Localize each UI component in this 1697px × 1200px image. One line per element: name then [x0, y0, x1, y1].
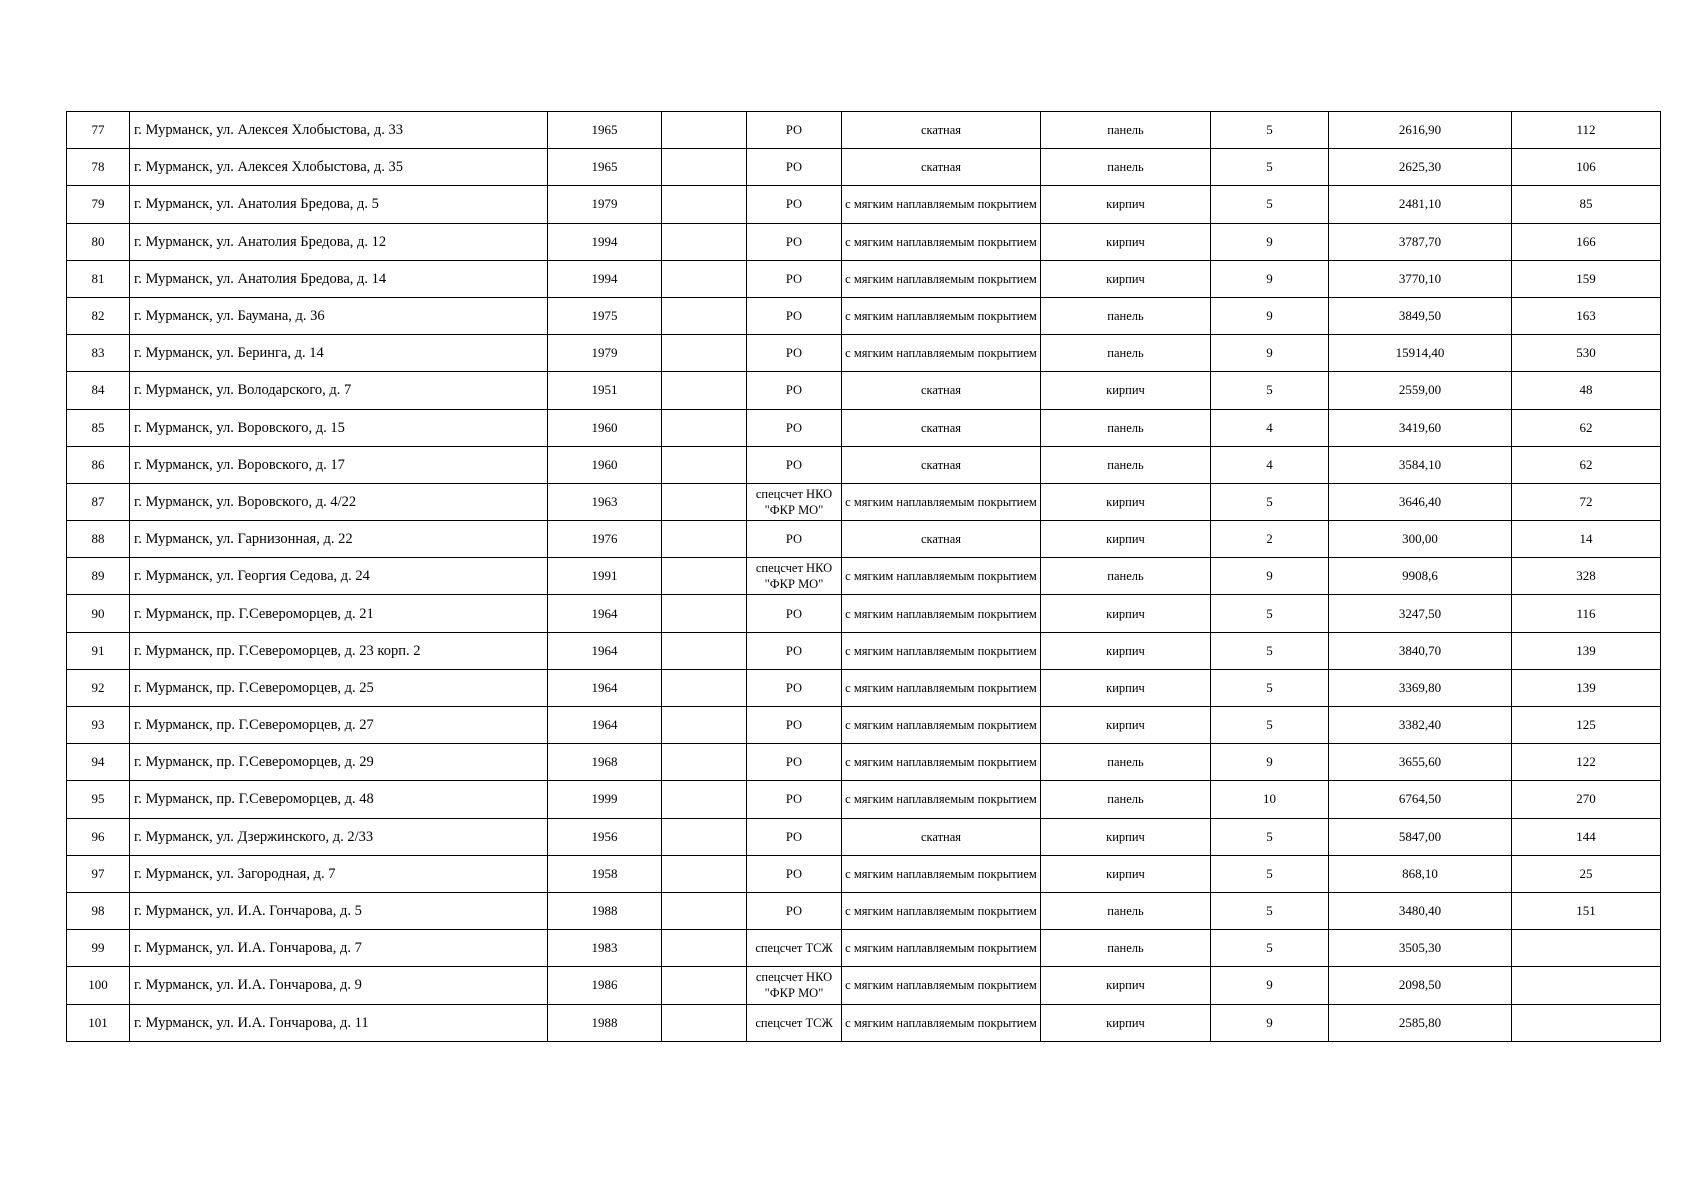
area-cell: 2625,30: [1329, 149, 1512, 186]
row-number-cell: 93: [67, 707, 130, 744]
year-built-cell: 1964: [548, 669, 662, 706]
table-row: [67, 260, 1661, 297]
row-number-cell: 78: [67, 149, 130, 186]
year-built-cell: 1960: [548, 409, 662, 446]
empty-cell: [662, 1004, 747, 1041]
address-cell: г. Мурманск, ул. И.А. Гончарова, д. 9: [130, 967, 548, 1004]
empty-cell: [662, 483, 747, 520]
year-built-cell: 1968: [548, 744, 662, 781]
area-cell: 2585,80: [1329, 1004, 1512, 1041]
wall-material-cell: кирпич: [1041, 223, 1211, 260]
year-built-cell: 1999: [548, 781, 662, 818]
wall-material-cell: кирпич: [1041, 372, 1211, 409]
floors-cell: 5: [1211, 595, 1329, 632]
roof-type-cell: скатная: [842, 149, 1041, 186]
year-built-cell: 1979: [548, 335, 662, 372]
roof-type-cell: с мягким наплавляемым покрытием: [842, 595, 1041, 632]
table-row: [67, 669, 1661, 706]
fund-method-cell: спецсчет НКО "ФКР МО": [747, 483, 842, 520]
residents-cell: 270: [1512, 781, 1661, 818]
wall-material-cell: кирпич: [1041, 260, 1211, 297]
wall-material-cell: панель: [1041, 297, 1211, 334]
fund-method-cell: спецсчет ТСЖ: [747, 930, 842, 967]
floors-cell: 5: [1211, 669, 1329, 706]
row-number-cell: 83: [67, 335, 130, 372]
year-built-cell: 1965: [548, 149, 662, 186]
roof-type-cell: с мягким наплавляемым покрытием: [842, 223, 1041, 260]
row-number-cell: 94: [67, 744, 130, 781]
area-cell: 3849,50: [1329, 297, 1512, 334]
year-built-cell: 1964: [548, 595, 662, 632]
year-built-cell: 1963: [548, 483, 662, 520]
address-cell: г. Мурманск, пр. Г.Североморцев, д. 48: [130, 781, 548, 818]
year-built-cell: 1979: [548, 186, 662, 223]
wall-material-cell: панель: [1041, 149, 1211, 186]
year-built-cell: 1983: [548, 930, 662, 967]
address-cell: г. Мурманск, ул. Баумана, д. 36: [130, 297, 548, 334]
row-number-cell: 91: [67, 632, 130, 669]
area-cell: 3369,80: [1329, 669, 1512, 706]
table-row: [67, 781, 1661, 818]
empty-cell: [662, 930, 747, 967]
wall-material-cell: кирпич: [1041, 818, 1211, 855]
year-built-cell: 1960: [548, 446, 662, 483]
fund-method-cell: РО: [747, 372, 842, 409]
floors-cell: 4: [1211, 446, 1329, 483]
roof-type-cell: с мягким наплавляемым покрытием: [842, 632, 1041, 669]
fund-method-cell: РО: [747, 781, 842, 818]
roof-type-cell: с мягким наплавляемым покрытием: [842, 930, 1041, 967]
residents-cell: 163: [1512, 297, 1661, 334]
fund-method-cell: РО: [747, 409, 842, 446]
table-row: [67, 558, 1661, 595]
area-cell: 3480,40: [1329, 892, 1512, 929]
area-cell: 868,10: [1329, 855, 1512, 892]
row-number-cell: 98: [67, 892, 130, 929]
row-number-cell: 90: [67, 595, 130, 632]
row-number-cell: 89: [67, 558, 130, 595]
table-row: [67, 967, 1661, 1004]
fund-method-cell: РО: [747, 744, 842, 781]
empty-cell: [662, 855, 747, 892]
row-number-cell: 85: [67, 409, 130, 446]
residents-cell: 62: [1512, 409, 1661, 446]
table-row: [67, 744, 1661, 781]
wall-material-cell: панель: [1041, 781, 1211, 818]
roof-type-cell: с мягким наплавляемым покрытием: [842, 335, 1041, 372]
area-cell: 3382,40: [1329, 707, 1512, 744]
row-number-cell: 80: [67, 223, 130, 260]
address-cell: г. Мурманск, ул. Воровского, д. 4/22: [130, 483, 548, 520]
floors-cell: 5: [1211, 818, 1329, 855]
area-cell: 2559,00: [1329, 372, 1512, 409]
floors-cell: 9: [1211, 297, 1329, 334]
table-row: [67, 149, 1661, 186]
roof-type-cell: скатная: [842, 521, 1041, 558]
address-cell: г. Мурманск, ул. Беринга, д. 14: [130, 335, 548, 372]
residents-cell: 25: [1512, 855, 1661, 892]
residents-cell: 116: [1512, 595, 1661, 632]
floors-cell: 9: [1211, 1004, 1329, 1041]
area-cell: 3787,70: [1329, 223, 1512, 260]
residents-cell: [1512, 930, 1661, 967]
empty-cell: [662, 558, 747, 595]
residents-cell: [1512, 967, 1661, 1004]
residents-cell: 151: [1512, 892, 1661, 929]
row-number-cell: 99: [67, 930, 130, 967]
fund-method-cell: РО: [747, 892, 842, 929]
roof-type-cell: скатная: [842, 446, 1041, 483]
area-cell: 2616,90: [1329, 112, 1512, 149]
wall-material-cell: панель: [1041, 446, 1211, 483]
roof-type-cell: с мягким наплавляемым покрытием: [842, 483, 1041, 520]
residents-cell: 144: [1512, 818, 1661, 855]
floors-cell: 5: [1211, 632, 1329, 669]
table-row: [67, 818, 1661, 855]
table-row: [67, 855, 1661, 892]
wall-material-cell: кирпич: [1041, 967, 1211, 1004]
wall-material-cell: кирпич: [1041, 855, 1211, 892]
empty-cell: [662, 335, 747, 372]
floors-cell: 9: [1211, 335, 1329, 372]
residents-cell: 530: [1512, 335, 1661, 372]
address-cell: г. Мурманск, ул. И.А. Гончарова, д. 11: [130, 1004, 548, 1041]
fund-method-cell: РО: [747, 260, 842, 297]
wall-material-cell: кирпич: [1041, 632, 1211, 669]
row-number-cell: 101: [67, 1004, 130, 1041]
wall-material-cell: панель: [1041, 558, 1211, 595]
empty-cell: [662, 409, 747, 446]
table-row: [67, 632, 1661, 669]
area-cell: 3646,40: [1329, 483, 1512, 520]
roof-type-cell: с мягким наплавляемым покрытием: [842, 1004, 1041, 1041]
address-cell: г. Мурманск, ул. Воровского, д. 17: [130, 446, 548, 483]
residents-cell: 14: [1512, 521, 1661, 558]
wall-material-cell: панель: [1041, 335, 1211, 372]
roof-type-cell: с мягким наплавляемым покрытием: [842, 744, 1041, 781]
area-cell: 3419,60: [1329, 409, 1512, 446]
roof-type-cell: скатная: [842, 409, 1041, 446]
wall-material-cell: панель: [1041, 112, 1211, 149]
table-row: [67, 186, 1661, 223]
year-built-cell: 1956: [548, 818, 662, 855]
table-row: [67, 521, 1661, 558]
fund-method-cell: спецсчет ТСЖ: [747, 1004, 842, 1041]
wall-material-cell: панель: [1041, 892, 1211, 929]
floors-cell: 5: [1211, 892, 1329, 929]
wall-material-cell: кирпич: [1041, 707, 1211, 744]
address-cell: г. Мурманск, ул. И.А. Гончарова, д. 7: [130, 930, 548, 967]
table-row: [67, 707, 1661, 744]
empty-cell: [662, 372, 747, 409]
wall-material-cell: кирпич: [1041, 186, 1211, 223]
roof-type-cell: с мягким наплавляемым покрытием: [842, 855, 1041, 892]
address-cell: г. Мурманск, ул. Воровского, д. 15: [130, 409, 548, 446]
area-cell: 3505,30: [1329, 930, 1512, 967]
fund-method-cell: РО: [747, 818, 842, 855]
address-cell: г. Мурманск, пр. Г.Североморцев, д. 21: [130, 595, 548, 632]
empty-cell: [662, 149, 747, 186]
fund-method-cell: РО: [747, 446, 842, 483]
empty-cell: [662, 223, 747, 260]
residents-cell: 112: [1512, 112, 1661, 149]
fund-method-cell: РО: [747, 223, 842, 260]
area-cell: 15914,40: [1329, 335, 1512, 372]
empty-cell: [662, 112, 747, 149]
residents-cell: 62: [1512, 446, 1661, 483]
housing-register-table: [66, 111, 1661, 1042]
wall-material-cell: кирпич: [1041, 669, 1211, 706]
roof-type-cell: с мягким наплавляемым покрытием: [842, 297, 1041, 334]
year-built-cell: 1958: [548, 855, 662, 892]
roof-type-cell: с мягким наплавляемым покрытием: [842, 781, 1041, 818]
roof-type-cell: с мягким наплавляемым покрытием: [842, 892, 1041, 929]
table-row: [67, 409, 1661, 446]
fund-method-cell: спецсчет НКО "ФКР МО": [747, 967, 842, 1004]
fund-method-cell: РО: [747, 855, 842, 892]
year-built-cell: 1986: [548, 967, 662, 1004]
roof-type-cell: с мягким наплавляемым покрытием: [842, 967, 1041, 1004]
table-row: [67, 112, 1661, 149]
wall-material-cell: кирпич: [1041, 483, 1211, 520]
empty-cell: [662, 521, 747, 558]
year-built-cell: 1991: [548, 558, 662, 595]
fund-method-cell: РО: [747, 112, 842, 149]
roof-type-cell: с мягким наплавляемым покрытием: [842, 260, 1041, 297]
address-cell: г. Мурманск, ул. Анатолия Бредова, д. 12: [130, 223, 548, 260]
empty-cell: [662, 260, 747, 297]
empty-cell: [662, 595, 747, 632]
wall-material-cell: панель: [1041, 744, 1211, 781]
address-cell: г. Мурманск, пр. Г.Североморцев, д. 23 корп. 2: [130, 632, 548, 669]
area-cell: 3840,70: [1329, 632, 1512, 669]
year-built-cell: 1994: [548, 223, 662, 260]
empty-cell: [662, 967, 747, 1004]
floors-cell: 5: [1211, 372, 1329, 409]
residents-cell: [1512, 1004, 1661, 1041]
floors-cell: 9: [1211, 260, 1329, 297]
area-cell: 3247,50: [1329, 595, 1512, 632]
residents-cell: 85: [1512, 186, 1661, 223]
year-built-cell: 1965: [548, 112, 662, 149]
address-cell: г. Мурманск, ул. Алексея Хлобыстова, д. 33: [130, 112, 548, 149]
address-cell: г. Мурманск, ул. Георгия Седова, д. 24: [130, 558, 548, 595]
area-cell: 6764,50: [1329, 781, 1512, 818]
floors-cell: 5: [1211, 112, 1329, 149]
row-number-cell: 100: [67, 967, 130, 1004]
residents-cell: 166: [1512, 223, 1661, 260]
address-cell: г. Мурманск, ул. Володарского, д. 7: [130, 372, 548, 409]
address-cell: г. Мурманск, ул. Гарнизонная, д. 22: [130, 521, 548, 558]
roof-type-cell: с мягким наплавляемым покрытием: [842, 558, 1041, 595]
address-cell: г. Мурманск, пр. Г.Североморцев, д. 25: [130, 669, 548, 706]
address-cell: г. Мурманск, ул. Анатолия Бредова, д. 14: [130, 260, 548, 297]
residents-cell: 139: [1512, 669, 1661, 706]
area-cell: 2481,10: [1329, 186, 1512, 223]
wall-material-cell: панель: [1041, 930, 1211, 967]
area-cell: 3584,10: [1329, 446, 1512, 483]
fund-method-cell: РО: [747, 149, 842, 186]
residents-cell: 328: [1512, 558, 1661, 595]
fund-method-cell: РО: [747, 669, 842, 706]
address-cell: г. Мурманск, ул. Анатолия Бредова, д. 5: [130, 186, 548, 223]
year-built-cell: 1994: [548, 260, 662, 297]
residents-cell: 159: [1512, 260, 1661, 297]
floors-cell: 5: [1211, 707, 1329, 744]
floors-cell: 5: [1211, 186, 1329, 223]
address-cell: г. Мурманск, ул. И.А. Гончарова, д. 5: [130, 892, 548, 929]
area-cell: 2098,50: [1329, 967, 1512, 1004]
residents-cell: 72: [1512, 483, 1661, 520]
fund-method-cell: РО: [747, 186, 842, 223]
row-number-cell: 87: [67, 483, 130, 520]
floors-cell: 5: [1211, 930, 1329, 967]
floors-cell: 4: [1211, 409, 1329, 446]
residents-cell: 48: [1512, 372, 1661, 409]
table-row: [67, 1004, 1661, 1041]
row-number-cell: 79: [67, 186, 130, 223]
row-number-cell: 92: [67, 669, 130, 706]
table-row: [67, 930, 1661, 967]
address-cell: г. Мурманск, ул. Дзержинского, д. 2/33: [130, 818, 548, 855]
row-number-cell: 81: [67, 260, 130, 297]
floors-cell: 5: [1211, 855, 1329, 892]
floors-cell: 5: [1211, 149, 1329, 186]
floors-cell: 9: [1211, 223, 1329, 260]
empty-cell: [662, 632, 747, 669]
roof-type-cell: с мягким наплавляемым покрытием: [842, 669, 1041, 706]
empty-cell: [662, 707, 747, 744]
year-built-cell: 1988: [548, 1004, 662, 1041]
roof-type-cell: с мягким наплавляемым покрытием: [842, 707, 1041, 744]
year-built-cell: 1988: [548, 892, 662, 929]
row-number-cell: 88: [67, 521, 130, 558]
roof-type-cell: скатная: [842, 372, 1041, 409]
table-row: [67, 223, 1661, 260]
fund-method-cell: спецсчет НКО "ФКР МО": [747, 558, 842, 595]
address-cell: г. Мурманск, ул. Загородная, д. 7: [130, 855, 548, 892]
empty-cell: [662, 186, 747, 223]
empty-cell: [662, 818, 747, 855]
empty-cell: [662, 892, 747, 929]
table-body: [67, 112, 1661, 1042]
empty-cell: [662, 781, 747, 818]
floors-cell: 2: [1211, 521, 1329, 558]
table-row: [67, 372, 1661, 409]
year-built-cell: 1975: [548, 297, 662, 334]
floors-cell: 9: [1211, 558, 1329, 595]
floors-cell: 5: [1211, 483, 1329, 520]
address-cell: г. Мурманск, ул. Алексея Хлобыстова, д. 35: [130, 149, 548, 186]
fund-method-cell: РО: [747, 521, 842, 558]
residents-cell: 139: [1512, 632, 1661, 669]
roof-type-cell: скатная: [842, 818, 1041, 855]
table-row: [67, 335, 1661, 372]
year-built-cell: 1964: [548, 707, 662, 744]
fund-method-cell: РО: [747, 297, 842, 334]
fund-method-cell: РО: [747, 632, 842, 669]
address-cell: г. Мурманск, пр. Г.Североморцев, д. 27: [130, 707, 548, 744]
row-number-cell: 84: [67, 372, 130, 409]
table-row: [67, 297, 1661, 334]
floors-cell: 10: [1211, 781, 1329, 818]
year-built-cell: 1976: [548, 521, 662, 558]
table-row: [67, 483, 1661, 520]
row-number-cell: 77: [67, 112, 130, 149]
roof-type-cell: с мягким наплавляемым покрытием: [842, 186, 1041, 223]
row-number-cell: 96: [67, 818, 130, 855]
wall-material-cell: кирпич: [1041, 595, 1211, 632]
area-cell: 3770,10: [1329, 260, 1512, 297]
floors-cell: 9: [1211, 967, 1329, 1004]
area-cell: 9908,6: [1329, 558, 1512, 595]
area-cell: 5847,00: [1329, 818, 1512, 855]
floors-cell: 9: [1211, 744, 1329, 781]
address-cell: г. Мурманск, пр. Г.Североморцев, д. 29: [130, 744, 548, 781]
residents-cell: 122: [1512, 744, 1661, 781]
row-number-cell: 95: [67, 781, 130, 818]
residents-cell: 125: [1512, 707, 1661, 744]
row-number-cell: 97: [67, 855, 130, 892]
empty-cell: [662, 744, 747, 781]
row-number-cell: 86: [67, 446, 130, 483]
wall-material-cell: кирпич: [1041, 1004, 1211, 1041]
wall-material-cell: кирпич: [1041, 521, 1211, 558]
table-row: [67, 892, 1661, 929]
roof-type-cell: скатная: [842, 112, 1041, 149]
area-cell: 300,00: [1329, 521, 1512, 558]
fund-method-cell: РО: [747, 707, 842, 744]
empty-cell: [662, 297, 747, 334]
area-cell: 3655,60: [1329, 744, 1512, 781]
empty-cell: [662, 446, 747, 483]
fund-method-cell: РО: [747, 595, 842, 632]
row-number-cell: 82: [67, 297, 130, 334]
wall-material-cell: панель: [1041, 409, 1211, 446]
year-built-cell: 1951: [548, 372, 662, 409]
residents-cell: 106: [1512, 149, 1661, 186]
table-row: [67, 595, 1661, 632]
year-built-cell: 1964: [548, 632, 662, 669]
table-row: [67, 446, 1661, 483]
fund-method-cell: РО: [747, 335, 842, 372]
empty-cell: [662, 669, 747, 706]
